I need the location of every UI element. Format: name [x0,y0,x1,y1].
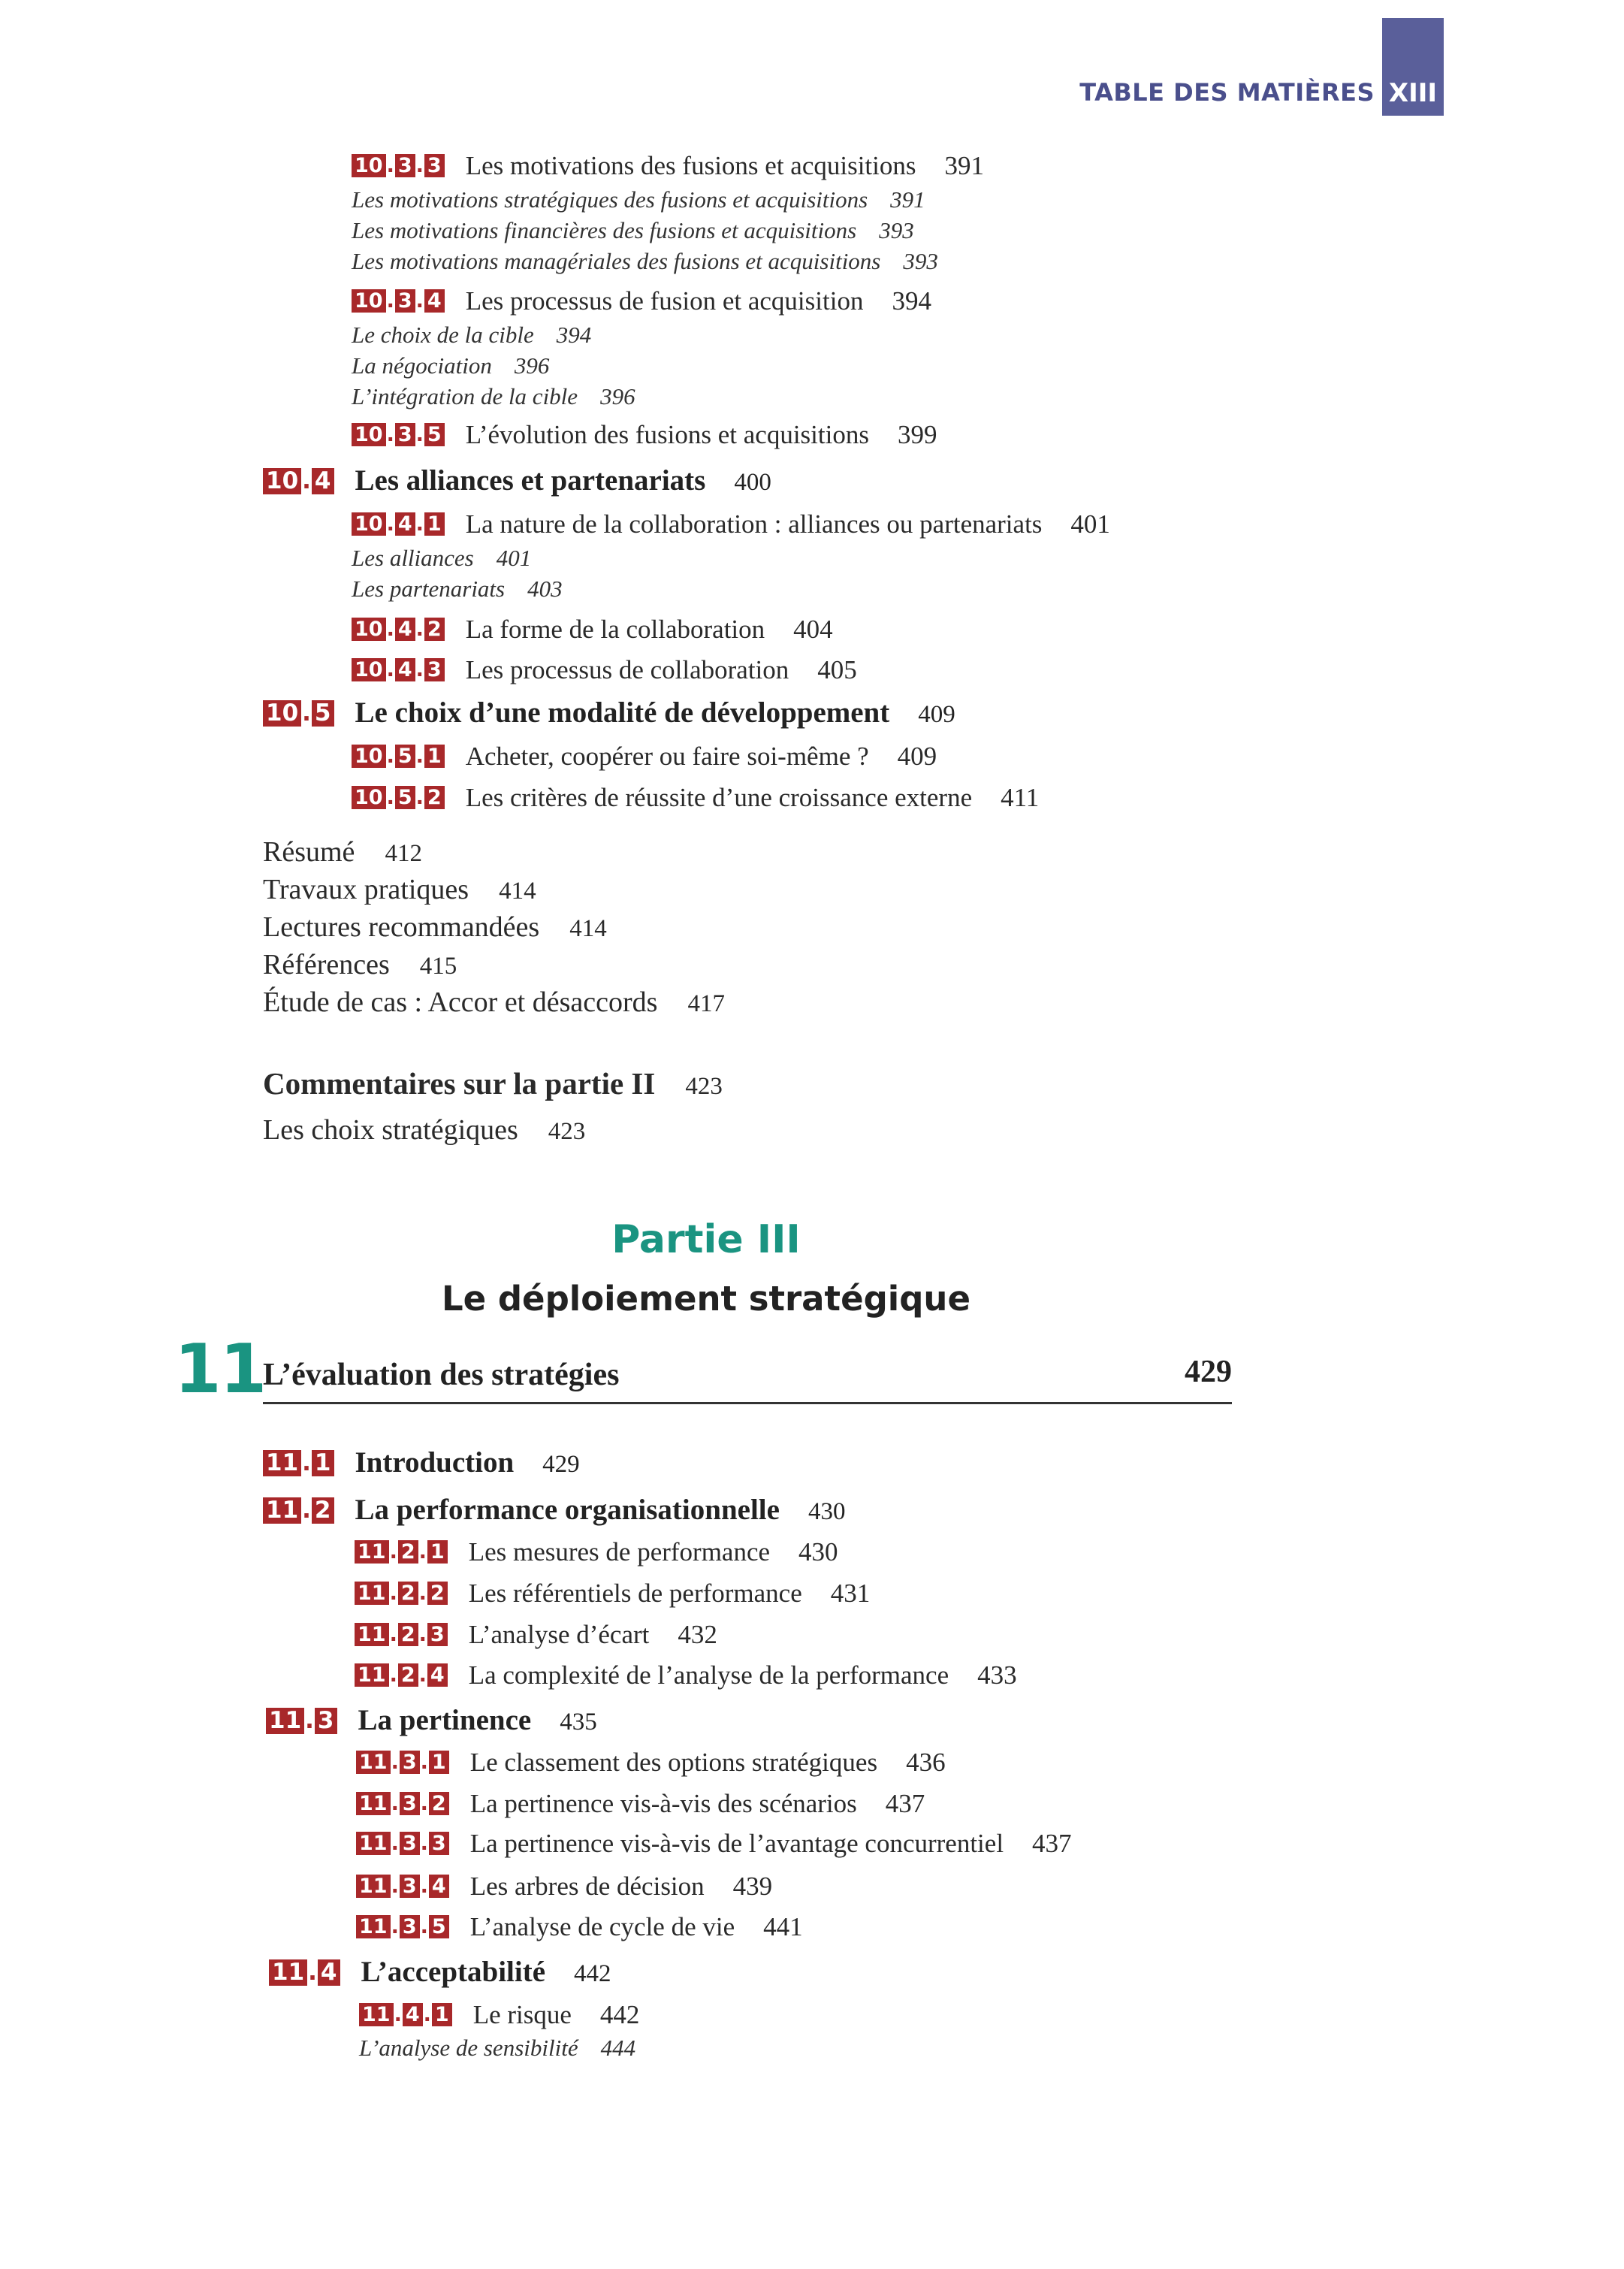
toc-entry-page: 423 [685,1073,723,1100]
toc-entry[interactable] [355,1537,838,1567]
toc-entry-title: Les alliances et partenariats [355,464,706,497]
toc-entry-page: 415 [419,953,457,980]
toc-entry-page: 411 [1001,783,1040,812]
toc-entry[interactable] [356,1872,772,1902]
toc-entry-page: 401 [496,545,532,571]
toc-misc-entry[interactable] [263,873,536,906]
toc-entry-title: L’analyse de cycle de vie [469,1912,735,1941]
toc-section[interactable] [266,1703,597,1737]
toc-entry-title: L’intégration de la cible [352,383,578,409]
toc-entry-title: Références [263,949,390,980]
toc-entry-title: Les motivations des fusions et acquisitions [465,151,916,180]
toc-entry-title: Le classement des options stratégiques [469,1748,878,1777]
section-number-tag: 11 . 2 . 3 [355,1623,448,1646]
toc-entry-title: La complexité de l’analyse de la performance [468,1660,949,1690]
toc-entry-title: Les arbres de décision [469,1872,705,1901]
toc-entry[interactable] [355,1660,1017,1690]
toc-entry-page: 403 [527,576,563,602]
page-number: XIII [1388,78,1438,108]
section-number-tag: 11 . 2 . 2 [355,1582,448,1605]
toc-entry-title: L’analyse d’écart [468,1620,650,1649]
toc-misc-entry[interactable] [263,835,422,869]
toc-entry-page: 429 [542,1451,580,1478]
toc-entry-title: La performance organisationnelle [355,1494,780,1526]
toc-entry-title: Travaux pratiques [263,874,469,905]
section-number-tag: 11 . 4 . 1 [359,2003,452,2026]
toc-entry[interactable] [352,151,984,181]
toc-section[interactable] [263,1446,580,1479]
section-number-tag: 11 . 3 [266,1707,337,1735]
toc-entry[interactable] [355,1579,870,1609]
section-number-tag: 11 . 2 . 4 [355,1663,448,1687]
toc-section[interactable] [269,1955,611,1989]
section-number-tag: 11 . 3 . 1 [356,1751,449,1774]
toc-entry[interactable] [359,2000,639,2030]
section-number-tag: 11 . 2 . 1 [355,1540,448,1564]
toc-entry-page: 423 [548,1118,586,1145]
toc-entry-title: L’analyse de sensibilité [359,2035,578,2061]
toc-entry-title: Résumé [263,836,355,868]
toc-entry-title: Les référentiels de performance [468,1579,802,1608]
toc-commentary[interactable] [263,1065,723,1101]
toc-entry-page: 431 [830,1579,871,1608]
toc-subentry[interactable] [352,322,591,349]
toc-entry-title: Les processus de fusion et acquisition [465,286,864,316]
page-number-tab [1382,18,1444,116]
toc-entry-title: Étude de cas : Accor et désaccords [263,986,658,1018]
toc-subentry[interactable] [352,576,563,603]
toc-entry-title: Acheter, coopérer ou faire soi-même ? [465,742,869,771]
toc-entry-title: Les motivations managériales des fusions et acquisitions [352,248,881,274]
toc-misc-entry[interactable] [263,948,457,981]
toc-entry-title: La nature de la collaboration : alliances ou partenariats [465,509,1043,539]
toc-misc-entry[interactable] [263,986,725,1019]
section-number-tag: 11 . 3 . 3 [356,1832,449,1855]
toc-entry-page: 404 [793,615,833,644]
toc-subentry[interactable] [352,248,938,275]
toc-entry[interactable] [355,1620,717,1650]
toc-entry-page: 405 [817,655,857,684]
toc-entry-page: 414 [569,915,607,942]
toc-subentry[interactable] [352,217,914,244]
toc-entry-page: 432 [678,1620,717,1649]
toc-entry-page: 396 [514,352,550,379]
section-number-tag: 10 . 3 . 5 [352,423,445,446]
toc-entry-page: 430 [798,1537,838,1567]
toc-entry-title: Le choix d’une modalité de développement [355,696,890,729]
toc-entry-title: Les critères de réussite d’une croissance externe [465,783,973,812]
toc-entry-page: 442 [574,1960,611,1987]
toc-entry-page: 400 [734,469,771,496]
toc-entry-page: 414 [499,878,536,905]
toc-entry-page: 433 [977,1660,1017,1690]
toc-entry-title: Commentaires sur la partie II [263,1066,656,1101]
chapter-number: 11 [174,1330,266,1409]
toc-entry-page: 435 [560,1709,597,1736]
section-number-tag: 11 . 3 . 4 [356,1875,449,1898]
toc-entry-page: 399 [897,420,937,449]
toc-entry-title: Les processus de collaboration [465,655,789,684]
section-number-tag: 10 . 4 . 3 [352,658,445,681]
toc-entry-title: Lectures recommandées [263,911,540,943]
toc-entry[interactable] [356,1789,925,1819]
toc-entry-title: Les choix stratégiques [263,1114,518,1146]
toc-entry-page: 409 [897,742,937,771]
toc-entry[interactable] [352,509,1110,539]
section-number-tag: 11 . 2 [263,1497,334,1524]
toc-entry-page: 441 [763,1912,803,1941]
toc-entry-title: L’acceptabilité [361,1956,546,1988]
toc-section[interactable] [263,464,771,497]
toc-subentry[interactable] [359,2035,635,2062]
toc-section[interactable] [263,696,955,730]
section-number-tag: 11 . 3 . 2 [356,1792,449,1815]
toc-entry-page: 393 [879,217,914,243]
toc-entry[interactable] [356,1829,1072,1859]
running-header-title: TABLE DES MATIÈRES [1079,78,1375,107]
toc-entry-page: 417 [687,990,725,1017]
toc-entry-title: La pertinence [358,1704,532,1736]
toc-entry-title: Le choix de la cible [352,322,534,348]
section-number-tag: 10 . 3 . 3 [352,154,445,177]
section-number-tag: 10 . 5 [263,699,334,727]
toc-entry-title: Les alliances [352,545,474,571]
toc-entry[interactable] [356,1912,803,1942]
toc-entry-title: La négociation [352,352,492,379]
toc-entry-title: Les mesures de performance [468,1537,771,1567]
toc-misc-entry[interactable] [263,1113,585,1147]
toc-entry[interactable] [352,286,931,316]
toc-entry-page: 439 [732,1872,773,1901]
toc-entry-title: Les motivations financières des fusions et acquisitions [352,217,857,243]
section-number-tag: 10 . 5 . 1 [352,745,445,768]
toc-entry-page: 409 [918,701,955,728]
toc-subentry[interactable] [352,383,635,410]
part-title: Le déploiement stratégique [441,1279,970,1319]
toc-entry-title: La forme de la collaboration [465,615,765,644]
toc-subentry[interactable] [352,352,549,379]
toc-entry-title: La pertinence vis-à-vis de l’avantage concurrentiel [469,1829,1004,1858]
chapter-title[interactable]: L’évaluation des stratégies [263,1358,620,1392]
section-number-tag: 11 . 4 [269,1959,340,1987]
chapter-page: 429 [1185,1355,1232,1389]
toc-entry-page: 391 [890,186,925,213]
part-label: Partie III [611,1217,801,1262]
toc-entry-title: Les motivations stratégiques des fusions et acquisitions [352,186,868,213]
toc-entry-title: Introduction [355,1446,515,1479]
toc-entry[interactable] [352,783,1039,813]
toc-entry-page: 394 [556,322,592,348]
toc-entry-title: La pertinence vis-à-vis des scénarios [469,1789,857,1818]
toc-entry-page: 437 [1032,1829,1072,1858]
toc-entry[interactable] [352,742,937,772]
toc-entry-page: 401 [1070,509,1110,539]
toc-entry-page: 412 [385,840,422,867]
toc-entry-page: 444 [600,2035,636,2061]
toc-entry[interactable] [352,420,937,450]
section-number-tag: 10 . 4 . 2 [352,618,445,641]
section-number-tag: 11 . 1 [263,1449,334,1477]
toc-subentry[interactable] [352,186,925,213]
section-number-tag: 10 . 5 . 2 [352,786,445,809]
toc-entry-title: L’évolution des fusions et acquisitions [465,420,869,449]
toc-entry-page: 436 [906,1748,946,1777]
toc-entry-page: 442 [599,2000,640,2029]
toc-misc-entry[interactable] [263,911,607,944]
toc-entry[interactable] [352,655,857,685]
toc-entry-page: 437 [885,1789,925,1818]
toc-entry-page: 394 [892,286,931,316]
section-number-tag: 10 . 4 . 1 [352,512,445,536]
section-number-tag: 10 . 4 [263,467,334,495]
toc-entry-page: 396 [600,383,635,409]
toc-subentry[interactable] [352,545,531,572]
section-number-tag: 10 . 3 . 4 [352,289,445,313]
toc-entry-page: 391 [944,151,985,180]
toc-entry-page: 393 [903,248,938,274]
toc-entry[interactable] [356,1748,946,1778]
toc-entry[interactable] [352,615,833,645]
toc-section[interactable] [263,1493,845,1527]
toc-entry-title: Les partenariats [352,576,506,602]
section-number-tag: 11 . 3 . 5 [356,1915,449,1938]
chapter-rule [263,1402,1232,1404]
toc-entry-page: 430 [807,1498,846,1525]
toc-entry-title: Le risque [472,2000,572,2029]
